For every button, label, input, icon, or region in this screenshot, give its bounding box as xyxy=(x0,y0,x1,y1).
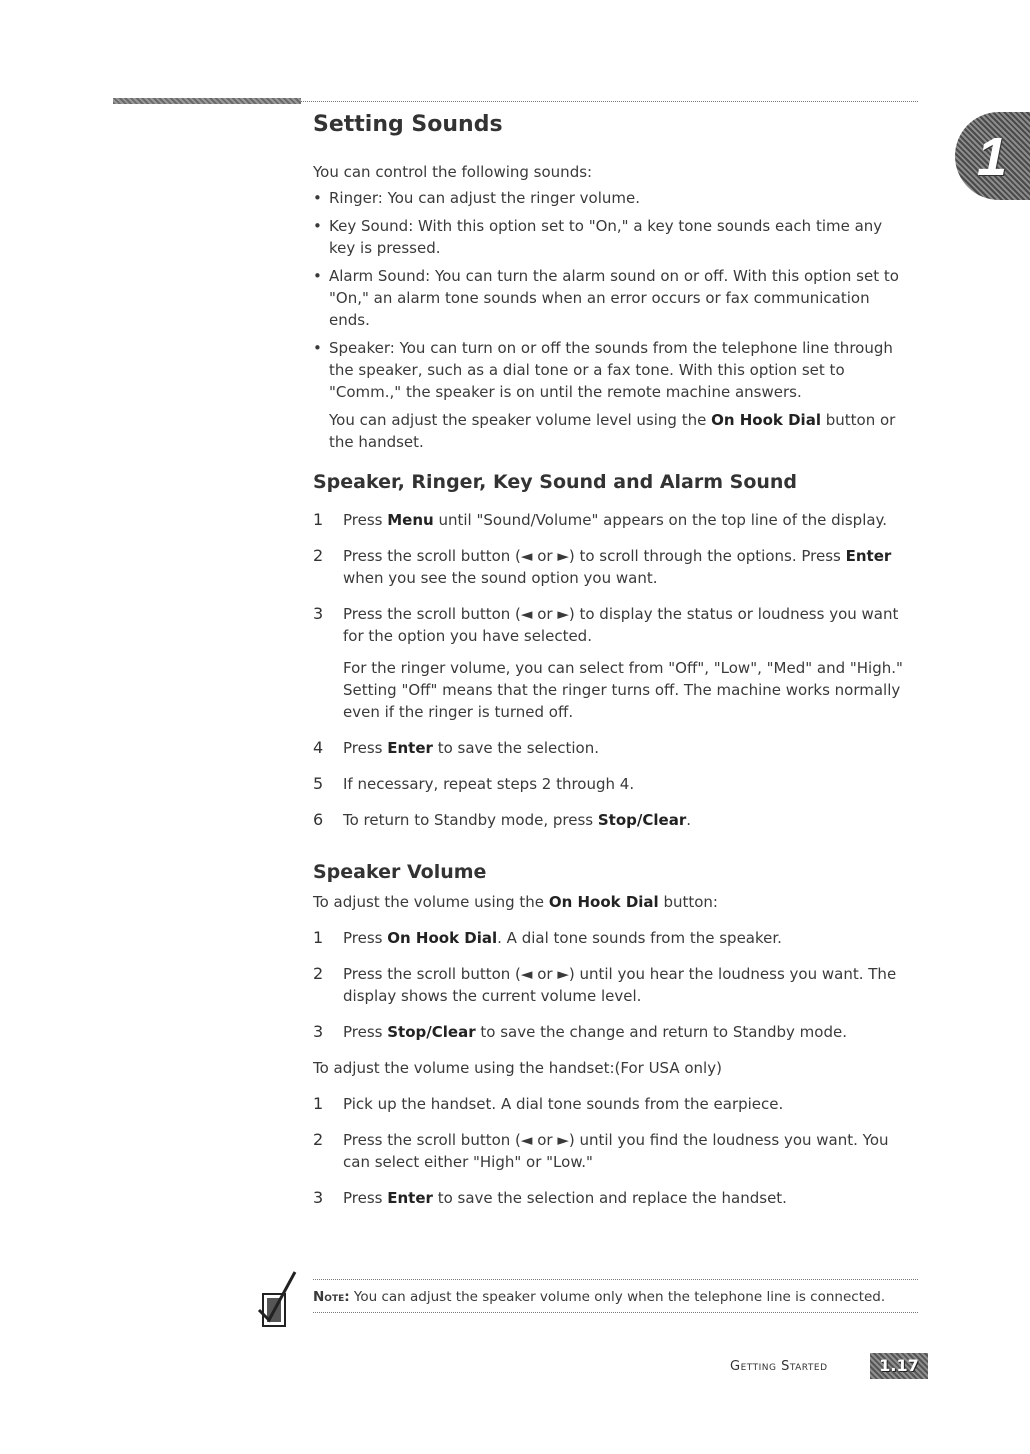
chapter-number: 1 xyxy=(977,127,1008,187)
step-number: 1 xyxy=(313,1094,324,1113)
step-text xyxy=(343,1021,913,1043)
text-run: until "Sound/Volume" appears on the top line of the display. xyxy=(433,511,888,529)
step-number: 2 xyxy=(313,964,324,983)
text-run: . xyxy=(686,811,691,829)
list-item: • Alarm Sound: You can turn the alarm sound on or off. With this option set to "On," an alarm tone sounds when an error occurs or fax communication ends. xyxy=(313,265,913,331)
step-number: 1 xyxy=(313,928,324,947)
text-run: To return to Standby mode, press xyxy=(343,811,598,829)
list-item: • Speaker: You can turn on or off the sounds from the telephone line through the speaker, such as a dial tone or a fax tone. With this option set to "Comm.," the speaker is on until the remote machine answers. xyxy=(313,337,913,403)
step-number: 6 xyxy=(313,810,324,829)
note-label: Note: xyxy=(313,1289,350,1305)
page-number-badge: 1.17 xyxy=(870,1353,928,1379)
step xyxy=(313,773,913,795)
text-run: to save the selection. xyxy=(432,739,599,757)
list-item: • Key Sound: With this option set to "On," a key tone sounds each time any key is pressed. xyxy=(313,215,913,259)
bold-term: Stop/Clear xyxy=(387,1023,476,1041)
note-text xyxy=(313,1288,918,1306)
step xyxy=(313,737,913,759)
text-run: You can adjust the speaker volume level using the xyxy=(329,411,712,429)
bold-term: Enter xyxy=(387,1189,433,1207)
step xyxy=(313,1093,913,1115)
footer-section-label: Getting Started xyxy=(730,1359,828,1374)
bold-term: Enter xyxy=(845,547,892,565)
section-title-speaker-ringer: Speaker, Ringer, Key Sound and Alarm Sound xyxy=(313,471,798,493)
step-number: 2 xyxy=(313,1130,324,1149)
text-run: Press xyxy=(343,1023,388,1041)
step xyxy=(313,509,913,531)
step-text: Press the scroll button (◄ or ►) to display the status or loudness you want for the option you have selected. xyxy=(343,605,899,645)
text-run: Press xyxy=(343,929,388,947)
step xyxy=(313,1129,913,1173)
step xyxy=(313,1187,913,1209)
step-text xyxy=(343,509,913,531)
list-item: • Ringer: You can adjust the ringer volume. xyxy=(313,187,913,209)
step xyxy=(313,809,913,831)
text-run: when you see the sound option you want. xyxy=(343,569,658,587)
step-text: Press the scroll button (◄ or ►) until you find the loudness you want. You can select either "High" or "Low." xyxy=(343,1131,889,1171)
step-text: If necessary, repeat steps 2 through 4. xyxy=(343,775,635,793)
speaker-volume-intro xyxy=(313,891,913,913)
intro-text: You can control the following sounds: xyxy=(313,163,593,181)
text-run: to save the change and return to Standby mode. xyxy=(475,1023,847,1041)
step-text: Press the scroll button (◄ or ►) until you hear the loudness you want. The display shows the current volume level. xyxy=(343,965,897,1005)
step xyxy=(313,545,913,589)
handset-intro: To adjust the volume using the handset:(For USA only) xyxy=(313,1059,722,1077)
bold-term: Stop/Clear xyxy=(597,811,687,829)
text-run: button: xyxy=(658,893,718,911)
step xyxy=(313,603,913,723)
steps-list-handset xyxy=(313,1093,913,1209)
sound-list xyxy=(313,187,913,403)
text-run: Press xyxy=(343,1189,388,1207)
bold-term: On Hook Dial xyxy=(711,411,821,429)
text-run: Press the scroll button (◄ or ►) to scroll through the options. Press xyxy=(343,547,846,565)
text-run: You can adjust the speaker volume only when the telephone line is connected. xyxy=(349,1289,886,1305)
text-run: button or the handset. xyxy=(329,411,896,451)
step-number: 3 xyxy=(313,1022,324,1041)
step-text xyxy=(343,545,913,589)
step-text xyxy=(343,737,913,759)
step-text xyxy=(343,927,913,949)
steps-list-on-hook xyxy=(313,927,913,1043)
note-box xyxy=(313,1279,918,1313)
step-text xyxy=(343,1187,913,1209)
step-text: Pick up the handset. A dial tone sounds from the earpiece. xyxy=(343,1095,784,1113)
text-run: To adjust the volume using the xyxy=(313,893,549,911)
step-number: 1 xyxy=(313,510,324,529)
page-content xyxy=(313,112,913,1223)
bold-term: Menu xyxy=(387,511,434,529)
step-number: 5 xyxy=(313,774,324,793)
bold-term: On Hook Dial xyxy=(548,893,659,911)
text-run: . A dial tone sounds from the speaker. xyxy=(497,929,782,947)
step xyxy=(313,963,913,1007)
text-run: to save the selection and replace the handset. xyxy=(432,1189,787,1207)
step xyxy=(313,927,913,949)
step xyxy=(313,1021,913,1043)
step-number: 3 xyxy=(313,1188,324,1207)
steps-list xyxy=(313,509,913,831)
text-run: Press xyxy=(343,739,388,757)
header-bar-accent xyxy=(113,98,301,104)
bold-term: Enter xyxy=(387,739,433,757)
chapter-tab xyxy=(955,112,1030,200)
step-note: For the ringer volume, you can select from "Off", "Low", "Med" and "High." Setting "Off" means that the ringer turns off. The machine works normally even if the ringer is turned off. xyxy=(343,659,903,721)
bold-term: On Hook Dial xyxy=(387,929,498,947)
section-title-speaker-volume: Speaker Volume xyxy=(313,861,487,883)
text-run: Press xyxy=(343,511,388,529)
header-rule xyxy=(301,101,918,102)
note-checkmark-icon xyxy=(255,1268,301,1332)
step-text xyxy=(343,809,913,831)
speaker-volume-note xyxy=(313,409,913,453)
step-number: 3 xyxy=(313,604,324,623)
step-number: 2 xyxy=(313,546,324,565)
step-number: 4 xyxy=(313,738,324,757)
section-title-setting-sounds: Setting Sounds xyxy=(313,112,503,137)
